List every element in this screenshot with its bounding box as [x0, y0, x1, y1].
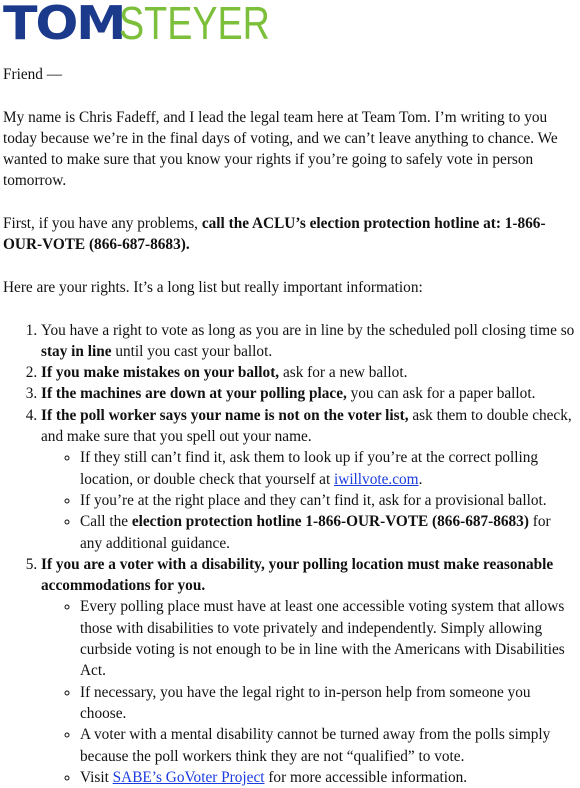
logo-tom: TOM	[3, 0, 125, 50]
sub-list-item: ◦ If necessary, you have the legal right to in-person help from someone you choose.	[80, 682, 575, 725]
govoter-link[interactable]: SABE’s GoVoter Project	[112, 768, 265, 786]
item-text: If they still can’t find it, ask them to look up if you’re at the correct polling location, or double check that yourself at	[80, 449, 539, 488]
item-bold: If the machines are down at your polling place,	[41, 385, 347, 403]
item-text: until you cast your ballot.	[111, 342, 273, 360]
list-item	[41, 554, 575, 788]
email-body	[3, 64, 575, 788]
sub-list-item: ◦ Every polling place must have at least one accessible voting system that allows those with disabilities to vote privately and independently. Simply allowing curbside voting is not enough to be in line with the Americans with Disabilities Act.	[80, 596, 575, 681]
sub-list-item: ◦ A voter with a mental disability cannot be turned away from the polls simply because the poll workers think they are not “qualified” to vote.	[80, 724, 575, 767]
item-bold: If the poll worker says your name is not on the voter list,	[41, 406, 409, 424]
sub-list	[41, 596, 575, 788]
list-item	[41, 362, 575, 383]
logo-steyer: STEYER	[119, 0, 270, 49]
rights-list	[3, 320, 575, 788]
iwillvote-link[interactable]: iwillvote.com	[334, 470, 419, 488]
sub-list-item	[80, 767, 575, 788]
item-text: ask for a new ballot.	[279, 364, 408, 382]
item-text: Call the	[80, 513, 132, 531]
item-bold: If you are a voter with a disability, your polling location must make reasonable accommodations for you.	[41, 555, 554, 595]
item-bold: stay in line	[41, 342, 112, 360]
item-text: for any additional guidance.	[80, 513, 551, 552]
list-item	[41, 320, 575, 363]
sub-list-item	[80, 511, 575, 554]
hotline-paragraph	[3, 213, 575, 256]
item-text: .	[418, 470, 423, 488]
list-item	[41, 405, 575, 554]
item-text: You have a right to vote as long as you are in line by the scheduled poll closing time so	[41, 321, 575, 339]
tom-steyer-logo	[3, 0, 303, 50]
item-text: ask them to double check, and make sure that you spell out your name.	[41, 406, 572, 446]
intro-paragraph: My name is Chris Fadeff, and I lead the legal team here at Team Tom. I’m writing to you today because we’re in the final days of voting, and we can’t leave anything to chance. We wanted to make sure that you know your rights if you’re going to safely vote in person tomorrow.	[3, 108, 558, 190]
item-bold: election protection hotline 1-866-OUR-VOTE (866-687-8683)	[131, 513, 529, 531]
hotline-lead: First, if you have any problems,	[3, 215, 202, 233]
item-text: for more accessible information.	[264, 768, 468, 786]
hotline-number: call the ACLU’s election protection hotline at: 1-866-OUR-VOTE (866-687-8683).	[3, 215, 546, 254]
sub-list-item	[80, 447, 575, 490]
sub-list	[41, 447, 575, 553]
greeting: Friend —	[3, 66, 63, 83]
sub-list-item: ◦ If you’re at the right place and they can’t find it, ask for a provisional ballot.	[80, 490, 575, 511]
item-text: you can ask for a paper ballot.	[346, 385, 536, 403]
item-bold: If you make mistakes on your ballot,	[41, 364, 280, 382]
rights-intro: Here are your rights. It’s a long list but really important information:	[3, 278, 423, 296]
item-text: Visit	[80, 768, 113, 786]
list-item	[41, 383, 575, 404]
